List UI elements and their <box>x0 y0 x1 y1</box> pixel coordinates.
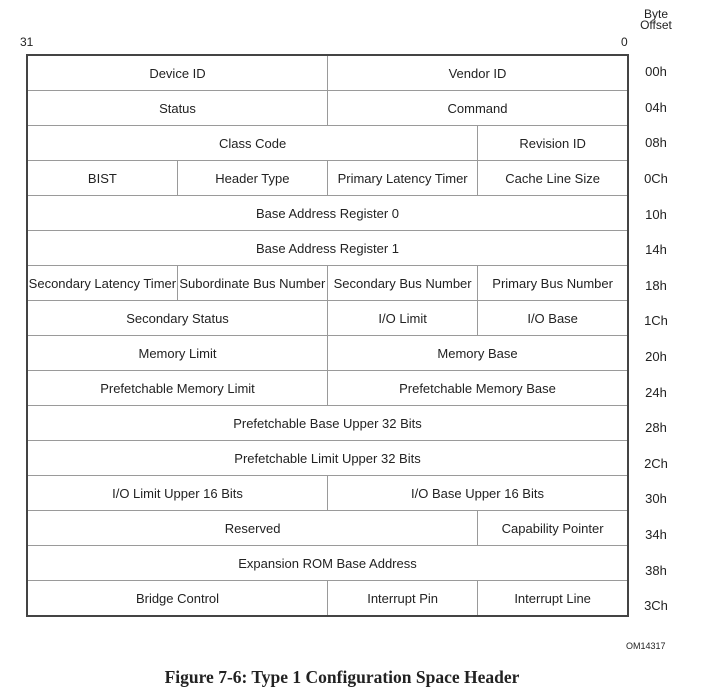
register-field: Primary Latency Timer <box>328 161 478 196</box>
register-field: Secondary Bus Number <box>328 266 478 301</box>
register-field: I/O Base <box>478 301 628 336</box>
byte-offset: 08h <box>645 135 667 151</box>
register-field: Interrupt Line <box>478 581 628 617</box>
register-field: Secondary Latency Timer <box>27 266 177 301</box>
register-field: Header Type <box>177 161 327 196</box>
register-row <box>27 266 628 301</box>
register-field: Prefetchable Memory Base <box>328 371 629 406</box>
bit-0-label: 0 <box>621 35 628 49</box>
register-field: Command <box>328 91 629 126</box>
register-row <box>27 441 628 476</box>
register-field: Prefetchable Limit Upper 32 Bits <box>27 441 628 476</box>
register-field: Reserved <box>27 511 478 546</box>
register-field: I/O Limit <box>328 301 478 336</box>
figure-id: OM14317 <box>626 641 666 651</box>
register-field: Base Address Register 0 <box>27 196 628 231</box>
offset-column <box>636 54 676 624</box>
byte-offset: 00h <box>645 64 667 80</box>
register-row <box>27 371 628 406</box>
register-row <box>27 511 628 546</box>
byte-offset: 04h <box>645 99 667 115</box>
register-row <box>27 231 628 266</box>
byte-offset: 2Ch <box>644 455 668 471</box>
byte-offset: 38h <box>645 562 667 578</box>
register-field: Cache Line Size <box>478 161 628 196</box>
register-row <box>27 55 628 91</box>
byte-offset: 3Ch <box>644 598 668 614</box>
register-field: I/O Limit Upper 16 Bits <box>27 476 328 511</box>
figure-caption: Figure 7-6: Type 1 Configuration Space Header <box>164 667 520 687</box>
register-field: Interrupt Pin <box>328 581 478 617</box>
byte-offset: 34h <box>645 527 667 543</box>
register-field: Class Code <box>27 126 478 161</box>
byte-offset: 18h <box>645 277 667 293</box>
register-row <box>27 196 628 231</box>
register-row <box>27 406 628 441</box>
byte-offset: 1Ch <box>644 313 668 329</box>
register-field: Status <box>27 91 328 126</box>
register-field: I/O Base Upper 16 Bits <box>328 476 629 511</box>
register-row <box>27 91 628 126</box>
register-field: Primary Bus Number <box>478 266 628 301</box>
register-row <box>27 546 628 581</box>
register-field: Base Address Register 1 <box>27 231 628 266</box>
bit-31-label: 31 <box>20 35 34 49</box>
register-field: Vendor ID <box>328 55 629 91</box>
register-row <box>27 301 628 336</box>
byte-offset: 10h <box>645 206 667 222</box>
register-row <box>27 161 628 196</box>
register-field: Revision ID <box>478 126 628 161</box>
byte-offset: 14h <box>645 242 667 258</box>
config-header-table <box>26 54 629 617</box>
register-field: Prefetchable Memory Limit <box>27 371 328 406</box>
byte-offset: 20h <box>645 349 667 365</box>
register-field: Expansion ROM Base Address <box>27 546 628 581</box>
byte-offset-line1: Byte <box>643 7 668 21</box>
register-field: Memory Base <box>328 336 629 371</box>
byte-offset: 0Ch <box>644 171 668 187</box>
register-field: Capability Pointer <box>478 511 628 546</box>
byte-offset: 24h <box>645 384 667 400</box>
register-row <box>27 581 628 617</box>
register-row <box>27 476 628 511</box>
register-field: Secondary Status <box>27 301 328 336</box>
register-field: Prefetchable Base Upper 32 Bits <box>27 406 628 441</box>
register-field: Device ID <box>27 55 328 91</box>
register-field: Bridge Control <box>27 581 328 617</box>
byte-offset-line2: Offset <box>640 18 672 32</box>
byte-offset: 28h <box>645 420 667 436</box>
register-row <box>27 126 628 161</box>
register-field: BIST <box>27 161 177 196</box>
register-field: Memory Limit <box>27 336 328 371</box>
byte-offset-heading <box>636 9 676 31</box>
register-row <box>27 336 628 371</box>
register-field: Subordinate Bus Number <box>177 266 327 301</box>
byte-offset: 30h <box>645 491 667 507</box>
